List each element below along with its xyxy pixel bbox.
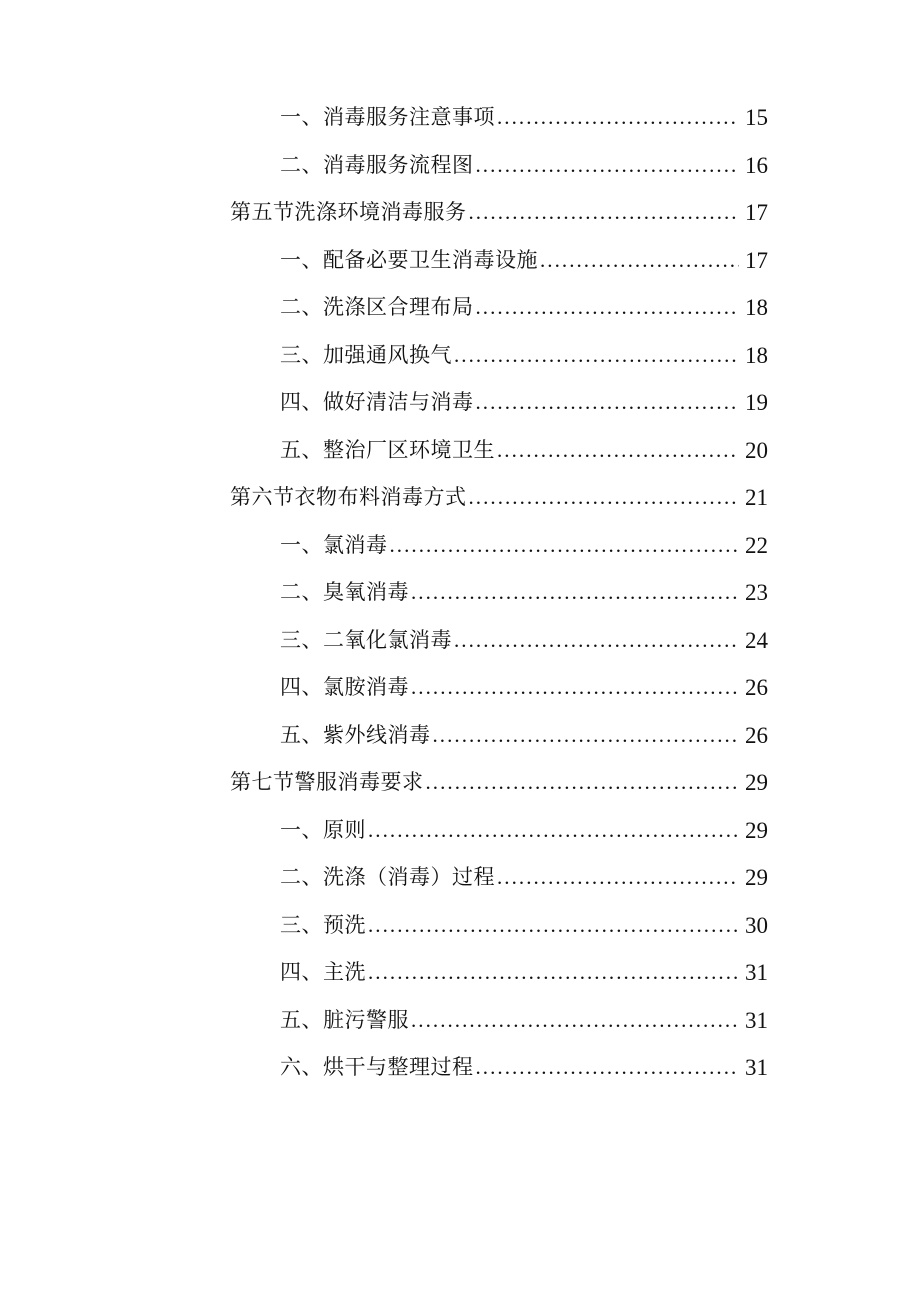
toc-entry[interactable] [0, 522, 920, 570]
toc-entry[interactable] [0, 997, 920, 1045]
toc-entry[interactable] [0, 854, 920, 902]
toc-entry-title: 四、主洗 [280, 960, 366, 984]
toc-entry-page: 16 [745, 152, 768, 178]
toc-entry-title: 第五节洗涤环境消毒服务 [230, 200, 467, 224]
toc-entry[interactable] [0, 427, 920, 475]
toc-entry-title: 三、预洗 [280, 912, 366, 937]
toc-entry-title: 三、二氧化氯消毒 [280, 627, 452, 652]
toc-entry[interactable] [0, 949, 920, 997]
toc-entry[interactable] [0, 1044, 920, 1092]
toc-entry[interactable] [0, 617, 920, 665]
toc-entry-title: 一、配备必要卫生消毒设施 [280, 247, 538, 272]
toc-entry[interactable] [0, 807, 920, 855]
toc-leader-dots [476, 142, 740, 190]
toc-entry[interactable] [0, 94, 920, 142]
table-of-contents [0, 94, 920, 1092]
toc-leader-dots [497, 427, 739, 475]
toc-entry[interactable] [0, 189, 920, 237]
toc-leader-dots [411, 569, 739, 617]
toc-entry-page: 21 [745, 485, 768, 510]
toc-entry[interactable] [0, 902, 920, 950]
toc-entry-title: 四、做好清洁与消毒 [280, 390, 474, 414]
toc-leader-dots [411, 664, 739, 712]
toc-leader-dots [469, 474, 740, 522]
toc-entry[interactable] [0, 664, 920, 712]
toc-entry-page: 31 [745, 1055, 768, 1080]
toc-leader-dots [426, 759, 740, 807]
toc-leader-dots [469, 189, 740, 237]
toc-entry-page: 29 [745, 817, 768, 843]
toc-entry-page: 31 [745, 960, 768, 985]
toc-leader-dots [476, 379, 740, 427]
toc-entry-page: 29 [745, 770, 768, 795]
toc-entry-page: 22 [745, 532, 768, 558]
toc-entry[interactable] [0, 569, 920, 617]
toc-entry-title: 二、消毒服务流程图 [280, 152, 474, 177]
toc-entry-title: 二、洗涤（消毒）过程 [280, 865, 495, 889]
toc-entry[interactable] [0, 474, 920, 522]
toc-leader-dots [368, 902, 739, 950]
toc-entry-page: 26 [745, 675, 768, 700]
toc-entry-title: 第七节警服消毒要求 [230, 770, 424, 794]
toc-leader-dots [368, 949, 739, 997]
toc-entry-title: 第六节衣物布料消毒方式 [230, 485, 467, 509]
toc-entry-page: 17 [745, 200, 768, 225]
toc-entry[interactable] [0, 142, 920, 190]
toc-leader-dots [540, 237, 739, 285]
toc-entry-title: 四、氯胺消毒 [280, 675, 409, 699]
toc-entry[interactable] [0, 284, 920, 332]
toc-leader-dots [368, 807, 739, 855]
toc-entry-page: 24 [745, 627, 768, 653]
toc-leader-dots [476, 284, 740, 332]
toc-leader-dots [433, 712, 740, 760]
toc-entry-page: 15 [745, 105, 768, 130]
toc-leader-dots [476, 1044, 740, 1092]
toc-entry[interactable] [0, 759, 920, 807]
toc-entry-page: 26 [745, 722, 768, 748]
toc-entry-page: 18 [745, 342, 768, 368]
toc-entry-title: 五、整治厂区环境卫生 [280, 437, 495, 462]
toc-entry-page: 19 [745, 390, 768, 415]
toc-entry-page: 17 [745, 247, 768, 273]
toc-entry[interactable] [0, 332, 920, 380]
toc-entry-page: 18 [745, 295, 768, 320]
toc-entry-title: 一、氯消毒 [280, 532, 388, 557]
toc-leader-dots [454, 332, 739, 380]
toc-entry-title: 一、消毒服务注意事项 [280, 105, 495, 129]
toc-entry[interactable] [0, 379, 920, 427]
toc-entry-title: 三、加强通风换气 [280, 342, 452, 367]
toc-entry-page: 20 [745, 437, 768, 463]
toc-entry[interactable] [0, 712, 920, 760]
toc-entry-title: 五、紫外线消毒 [280, 722, 431, 747]
toc-leader-dots [497, 854, 739, 902]
toc-entry[interactable] [0, 237, 920, 285]
toc-entry-title: 二、洗涤区合理布局 [280, 295, 474, 319]
toc-entry-page: 23 [745, 580, 768, 605]
toc-leader-dots [454, 617, 739, 665]
toc-entry-page: 29 [745, 865, 768, 890]
toc-entry-page: 31 [745, 1007, 768, 1033]
toc-entry-title: 六、烘干与整理过程 [280, 1055, 474, 1079]
toc-entry-title: 五、脏污警服 [280, 1007, 409, 1032]
toc-entry-title: 二、臭氧消毒 [280, 580, 409, 604]
toc-entry-page: 30 [745, 912, 768, 938]
toc-leader-dots [411, 997, 739, 1045]
toc-leader-dots [390, 522, 740, 570]
toc-leader-dots [497, 94, 739, 142]
toc-entry-title: 一、原则 [280, 817, 366, 842]
